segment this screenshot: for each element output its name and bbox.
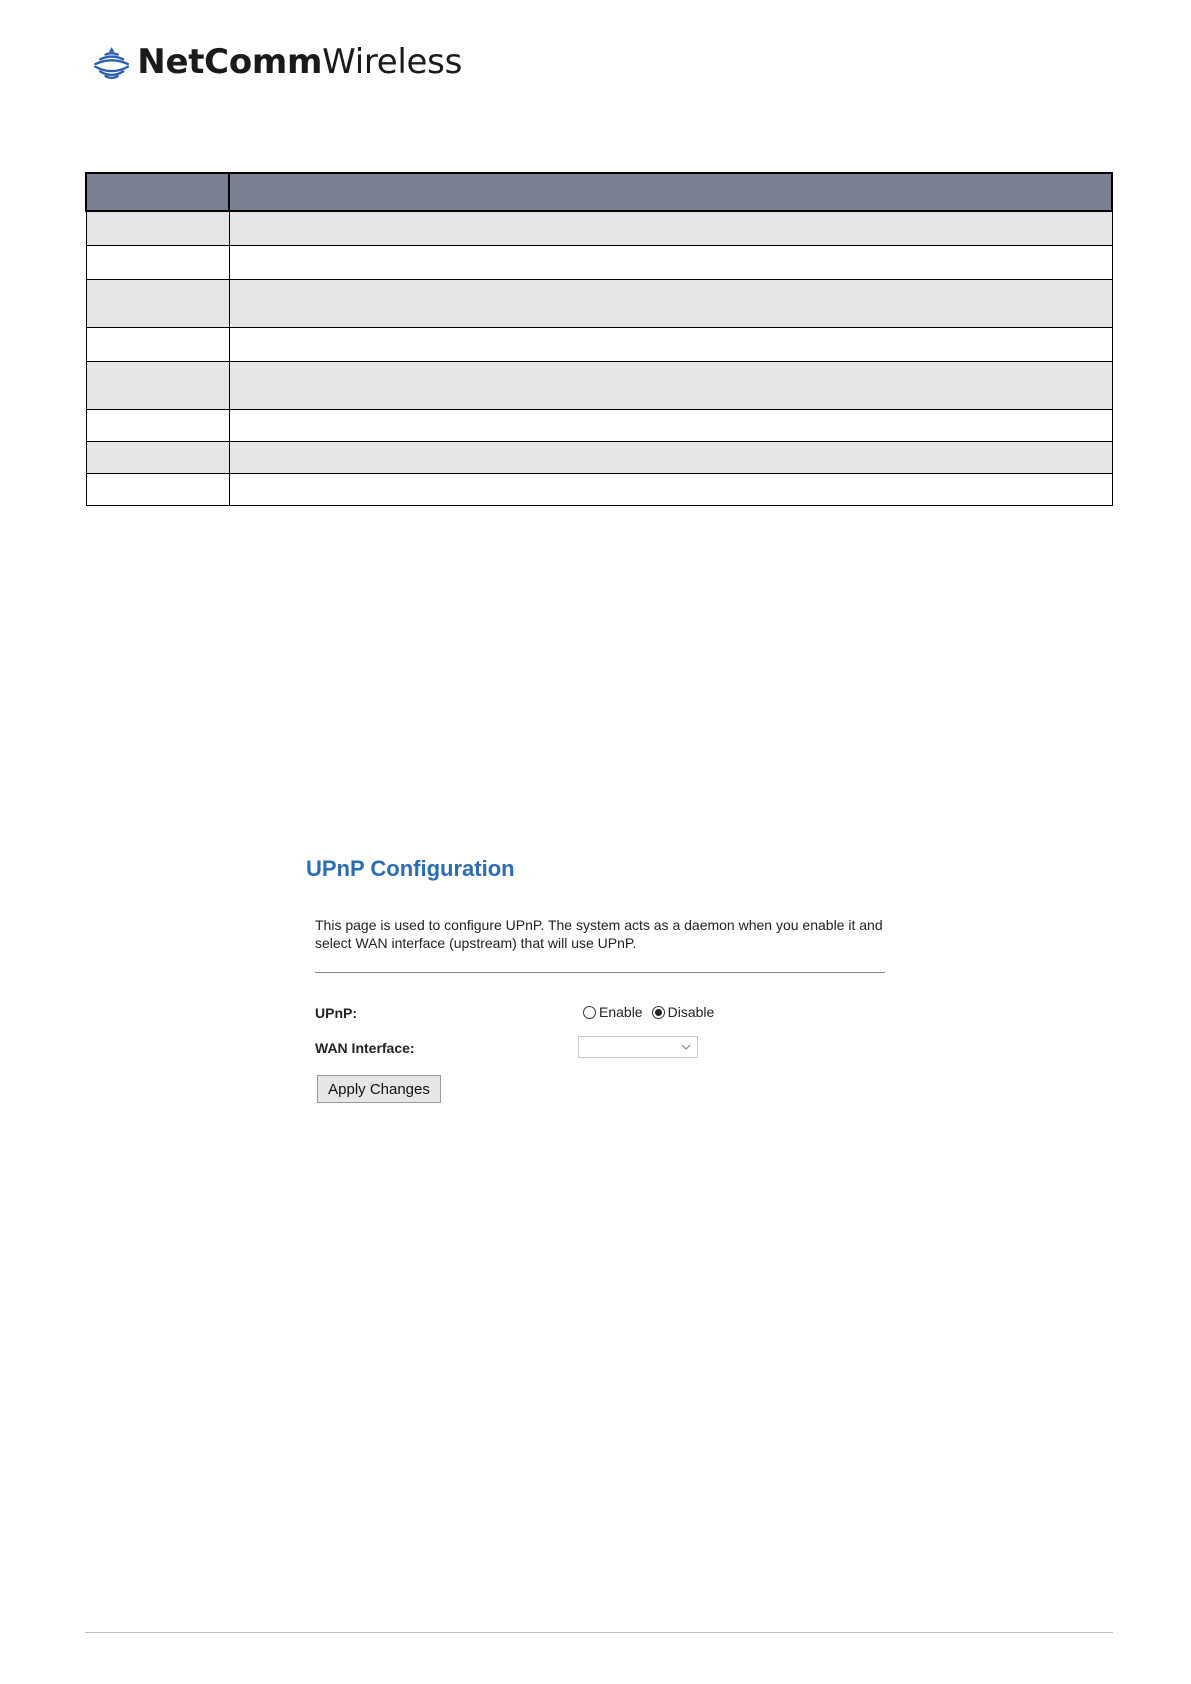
chevron-down-icon <box>679 1040 693 1054</box>
table-cell-description <box>229 474 1112 506</box>
upnp-radio-group <box>583 1004 723 1020</box>
table-cell-parameter <box>86 442 229 474</box>
table-cell-parameter <box>86 211 229 246</box>
wan-interface-select[interactable] <box>578 1036 698 1058</box>
table-cell-description <box>229 246 1112 280</box>
wan-interface-label: WAN Interface: <box>315 1040 415 1056</box>
table-row <box>86 328 1112 362</box>
table-cell-description <box>229 280 1112 328</box>
table-cell-parameter <box>86 362 229 410</box>
table-cell-parameter <box>86 246 229 280</box>
table-row <box>86 442 1112 474</box>
table-cell-description <box>229 362 1112 410</box>
parameter-table <box>85 172 1113 506</box>
table-row <box>86 474 1112 506</box>
table-cell-parameter <box>86 328 229 362</box>
brand-name <box>137 42 462 82</box>
table-cell-description <box>229 328 1112 362</box>
brand-name-bold: NetComm <box>137 42 323 82</box>
table-cell-description <box>229 211 1112 246</box>
table-row <box>86 410 1112 442</box>
upnp-disable-label: Disable <box>667 1004 715 1020</box>
page-description: This page is used to configure UPnP. The system acts as a daemon when you enable it and select WAN interface (upstream) that will use UPnP. <box>315 917 883 951</box>
brand-name-light: Wireless <box>322 42 462 82</box>
table-header-cell <box>229 173 1112 211</box>
table-cell-parameter <box>86 410 229 442</box>
table-row <box>86 246 1112 280</box>
brand-logo <box>92 34 462 90</box>
table-row <box>86 280 1112 328</box>
table-header-cell <box>86 173 229 211</box>
table-cell-description <box>229 410 1112 442</box>
netcomm-wifi-logo-icon <box>92 36 131 88</box>
table-cell-description <box>229 442 1112 474</box>
table-cell-parameter <box>86 280 229 328</box>
upnp-disable-radio[interactable] <box>652 1006 665 1019</box>
upnp-enable-label: Enable <box>599 1004 643 1020</box>
upnp-label: UPnP: <box>315 1005 357 1021</box>
table-cell-parameter <box>86 474 229 506</box>
table-row <box>86 211 1112 246</box>
table-row <box>86 362 1112 410</box>
divider <box>315 972 885 973</box>
page-title: UPnP Configuration <box>306 856 515 881</box>
apply-changes-button[interactable]: Apply Changes <box>317 1075 441 1103</box>
upnp-enable-radio[interactable] <box>583 1006 596 1019</box>
footer-divider <box>85 1632 1113 1633</box>
table-header-row <box>86 173 1112 211</box>
